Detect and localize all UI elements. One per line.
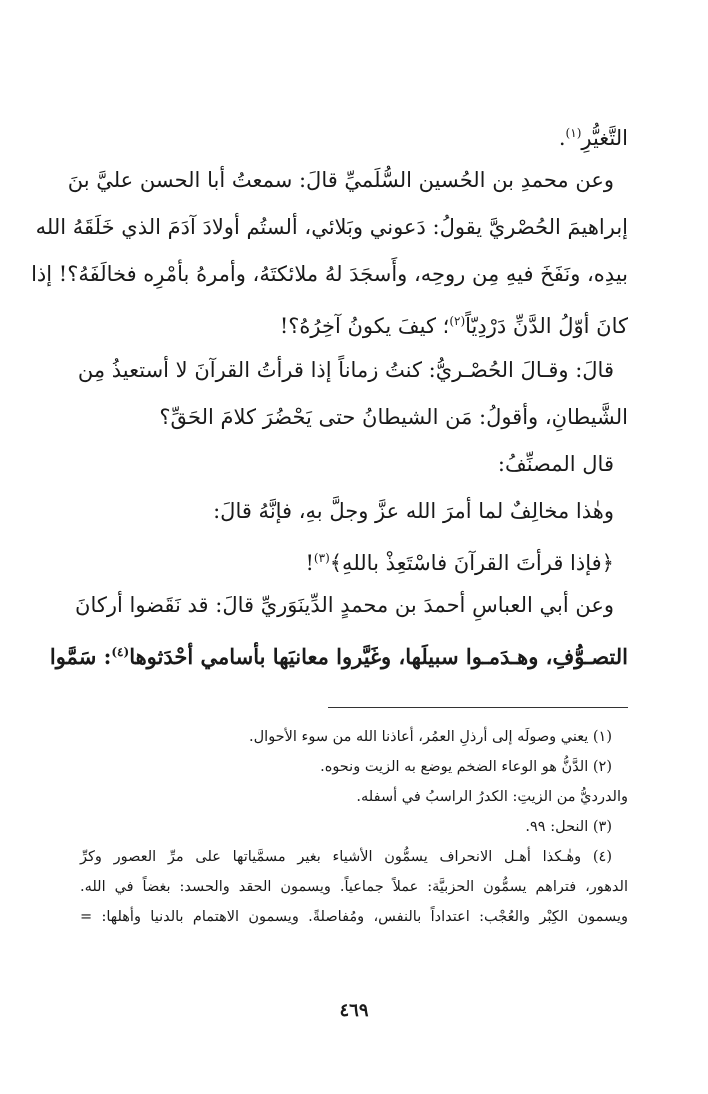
footnote: والدرديُّ من الزيتِ: الكدرُ الراسبُ في أسفله. bbox=[356, 789, 628, 805]
page-number: ٤٦٩ bbox=[339, 1000, 369, 1021]
footnote-ref: (٢) bbox=[449, 314, 466, 328]
footnote: الدهور، فتراهم يسمُّون الحزبيَّة: عملاً جماعياً. ويسمون الحقد والحسد: بغضاً في الله. bbox=[80, 879, 628, 895]
footnote-ref: (١) bbox=[565, 126, 582, 140]
line-text: التَّغيُّرِ bbox=[581, 126, 628, 150]
text-line bbox=[80, 441, 628, 488]
footnote: (٢) الدَّنُّ هو الوعاء الضخم يوضع به الزيت ونحوه. bbox=[320, 759, 612, 775]
line-tail: ! bbox=[305, 551, 314, 575]
text-line bbox=[80, 110, 628, 157]
line-text: الشَّيطانِ، وأقولُ: مَن الشيطانُ حتى يَحْضُرَ كلامَ الحَقِّ؟ bbox=[159, 405, 628, 429]
footnote-ref: (٤) bbox=[111, 645, 130, 659]
quran-verse bbox=[80, 535, 628, 582]
line-text: إبراهيمَ الحُصْريَّ يقولُ: دَعوني وبَلائي، ألستُم أولادَ آدَمَ الذي خَلَقَهُ الله bbox=[35, 215, 628, 239]
text-line bbox=[35, 204, 628, 251]
footnote: (١) يعني وصولَه إلى أرذلِ العمُر، أعاذنا الله من سوء الأحوال. bbox=[249, 729, 612, 745]
text-line bbox=[31, 251, 628, 298]
text-line bbox=[80, 394, 628, 441]
line-tail: . bbox=[558, 126, 566, 150]
footnote: (٤) وهٰـكذا أهـل الانحراف يسمُّون الأشياء بغير مسمَّياتها على مرِّ العصور وكرِّ bbox=[80, 849, 612, 865]
text-line bbox=[67, 157, 628, 204]
text-line bbox=[80, 488, 628, 535]
footnote: (٣) النحل: ٩٩. bbox=[525, 819, 612, 835]
line-text: وهٰذا مخالِفٌ لما أمرَ الله عزَّ وجلَّ بهِ، فإنَّهُ قالَ: bbox=[213, 499, 614, 523]
main-text bbox=[31, 110, 628, 676]
text-line bbox=[77, 347, 628, 394]
line-text: وعن محمدِ بن الحُسين السُّلَميِّ قالَ: سمعتُ أبا الحسن عليَّ بنَ bbox=[67, 168, 614, 192]
text-line bbox=[49, 629, 628, 676]
line-text: بيدِه، ونَفَخَ فيهِ مِن روحِه، وأَسجَدَ لهُ ملائكتَهُ، وأمرهُ بأمْرِه فخالَفَهُ؟! إذا bbox=[31, 262, 628, 286]
line-text: ﴿فإذا قرأتَ القرآنَ فاسْتَعِذْ باللهِ﴾ bbox=[329, 551, 614, 575]
footnotes bbox=[80, 722, 628, 932]
footnote: ويسمون الكِبْر والعُجْب: اعتداداً بالنفس، ومُفاصلةً. ويسمون الاهتمام بالدنيا وأهلها: = bbox=[80, 909, 628, 925]
footnote-separator bbox=[328, 707, 628, 708]
line-tail: ؛ كيفَ يكونُ آخِرُهُ؟! bbox=[279, 314, 450, 338]
text-line bbox=[80, 298, 628, 345]
line-text: التصـوُّفِ، وهـدَمـوا سبيلَها، وغَيَّروا معانيَها بأسامي أحْدَثوها bbox=[129, 644, 628, 669]
text-line bbox=[75, 582, 628, 629]
footnote-ref: (٣) bbox=[313, 551, 330, 565]
line-text: قال المصنِّفُ: bbox=[497, 452, 614, 476]
line-text: قالَ: وقـالَ الحُصْـريُّ: كنتُ زماناً إذا قرأتُ القرآنَ لا أستعيذُ مِن bbox=[77, 358, 614, 382]
line-text: كانَ أوّلُ الدَّنِّ دَرْدِيّاً bbox=[465, 314, 628, 338]
line-text: وعن أبي العباسِ أحمدَ بن محمدٍ الدِّينَوَريِّ قالَ: قد نَقَضوا أركانَ bbox=[75, 593, 614, 617]
line-tail: : سَمَّوا bbox=[49, 644, 112, 669]
